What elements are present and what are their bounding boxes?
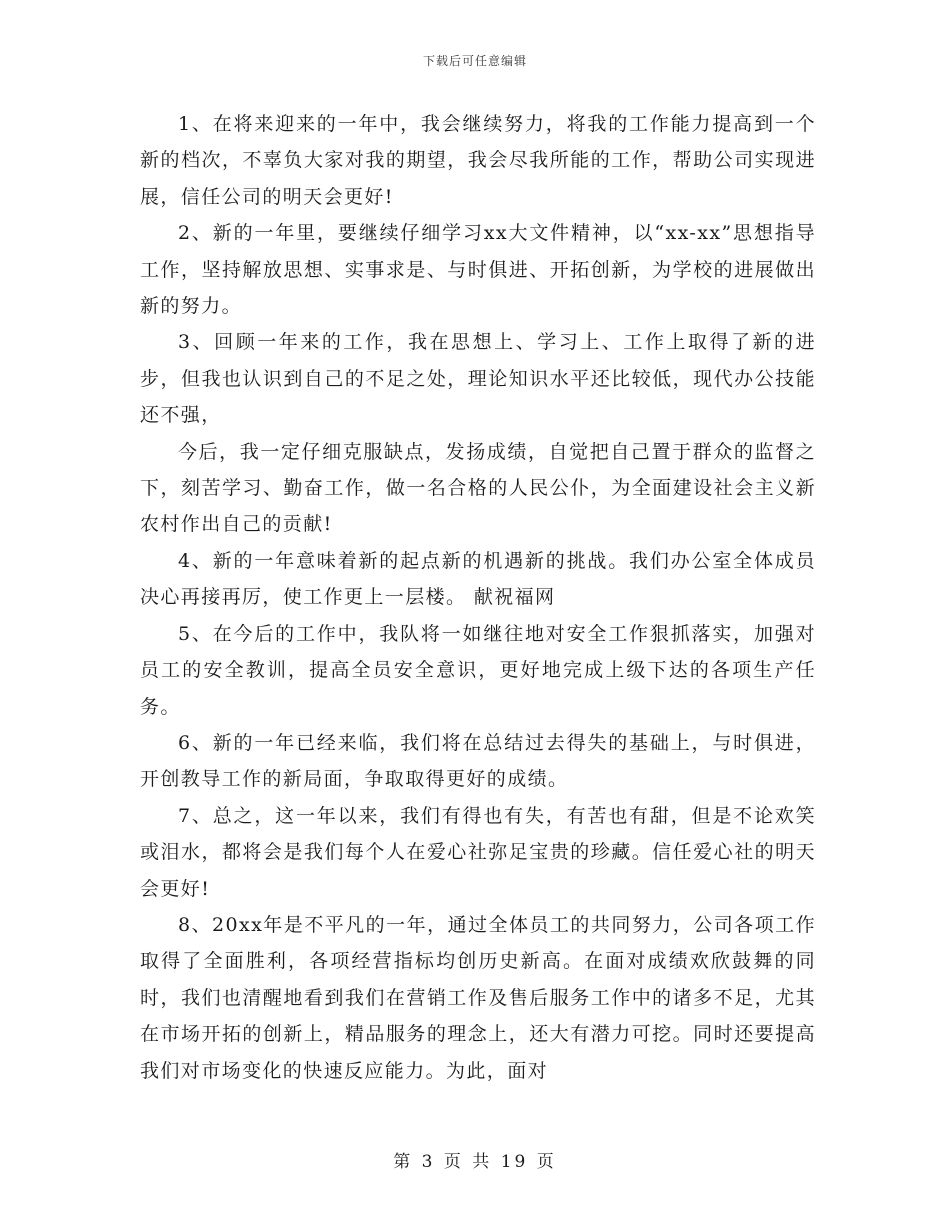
paragraph-8: 7、总之，这一年以来，我们有得也有失，有苦也有甜，但是不论欢笑或泪水，都将会是我们每个人在爱心社弥足宝贵的珍藏。信任爱心社的明天会更好! [140, 804, 816, 900]
paragraph-1: 1、在将来迎来的一年中，我会继续努力，将我的工作能力提高到一个新的档次，不辜负大家对我的期望，我会尽我所能的工作，帮助公司实现进展，信任公司的明天会更好! [140, 113, 816, 208]
document-body [140, 106, 816, 1089]
paragraph-9: 8、20xx年是不平凡的一年，通过全体员工的共同努力，公司各项工作取得了全面胜利，各项经营指标均创历史新高。在面对成绩欢欣鼓舞的同时，我们也清醒地看到我们在营销工作及售后服务工作中的诸多不足，尤其在市场开拓的创新上，精品服务的理念上，还大有潜力可挖。同时还要提高我们对市场变化的快速反应能力。为此，面对 [140, 913, 816, 1082]
paragraph-3: 3、回顾一年来的工作，我在思想上、学习上、工作上取得了新的进步，但我也认识到自己的不足之处，理论知识水平还比较低，现代办公技能还不强， [140, 331, 816, 427]
paragraph-7: 6、新的一年已经来临，我们将在总结过去得失的基础上，与时俱进，开创教导工作的新局面，争取取得更好的成绩。 [140, 731, 816, 791]
paragraph-2: 2、新的一年里，要继续仔细学习xx大文件精神，以“xx-xx”思想指导工作，坚持解放思想、实事求是、与时俱进、开拓创新，为学校的进展做出新的努力。 [140, 222, 816, 318]
paragraph-6: 5、在今后的工作中，我队将一如继往地对安全工作狠抓落实，加强对员工的安全教训，提高全员安全意识，更好地完成上级下达的各项生产任务。 [140, 622, 816, 718]
paragraph-5: 4、新的一年意味着新的起点新的机遇新的挑战。我们办公室全体成员决心再接再厉，使工作更上一层楼。 献祝福网 [140, 549, 816, 609]
page-indicator: 第 3 页 共 19 页 [393, 1152, 557, 1172]
download-edit-note: 下载后可任意编辑 [422, 54, 527, 68]
paragraph-4: 今后，我一定仔细克服缺点，发扬成绩，自觉把自己置于群众的监督之下，刻苦学习、勤奋工作，做一名合格的人民公仆，为全面建设社会主义新农村作出自己的贡献! [140, 440, 816, 536]
